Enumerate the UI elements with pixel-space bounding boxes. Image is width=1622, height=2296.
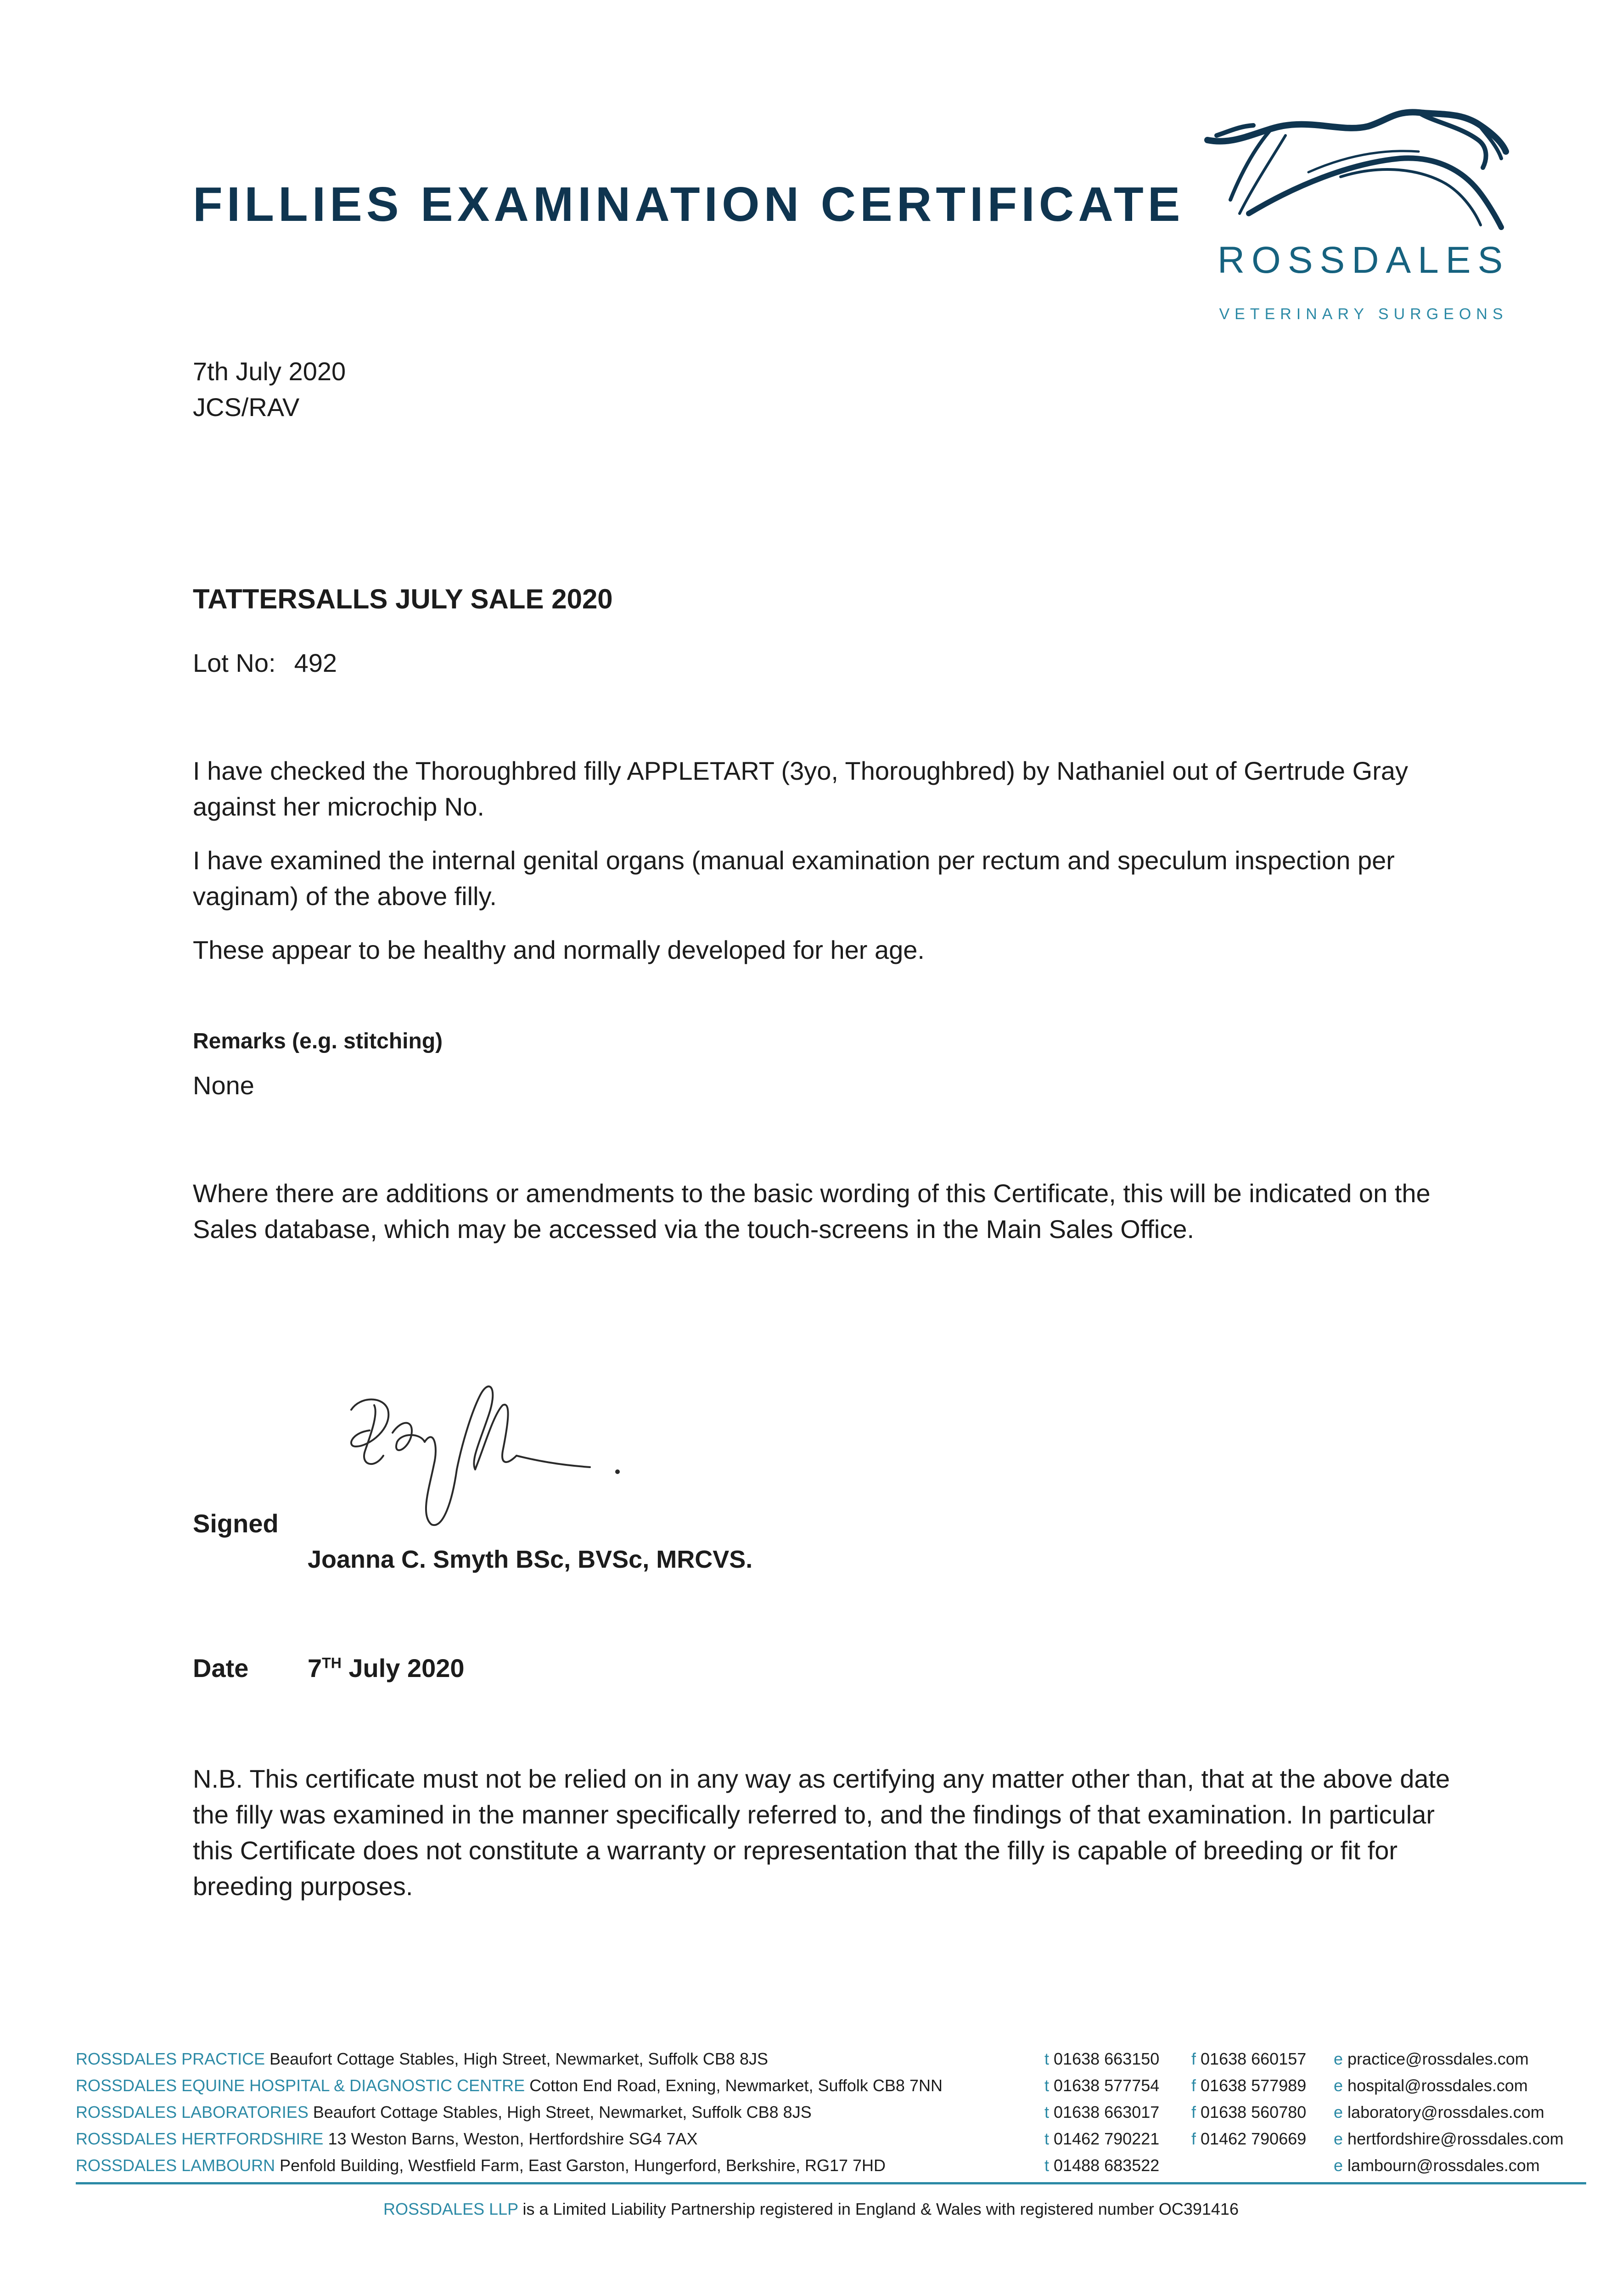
footer-row-name: ROSSDALES EQUINE HOSPITAL & DIAGNOSTIC CENTRE — [76, 2076, 525, 2095]
phone-prefix: t — [1044, 2076, 1050, 2095]
date-label: Date — [193, 1654, 249, 1683]
phone-prefix: t — [1044, 2049, 1050, 2068]
sale-title: TATTERSALLS JULY SALE 2020 — [193, 584, 613, 614]
phone-prefix: t — [1044, 2129, 1050, 2148]
footer-row — [76, 2072, 1586, 2099]
fax-prefix: f — [1191, 2049, 1196, 2068]
email-prefix: e — [1334, 2103, 1343, 2122]
lot-value: 492 — [294, 648, 337, 677]
footer-row-name: ROSSDALES LABORATORIES — [76, 2103, 309, 2122]
remarks-value: None — [193, 1071, 254, 1100]
footer-row-address: Beaufort Cottage Stables, High Street, Newmarket, Suffolk CB8 8JS — [308, 2103, 812, 2122]
footer-row-phone: 01638 663150 — [1054, 2049, 1160, 2068]
lot-number — [193, 645, 337, 681]
footer-row — [76, 2099, 1586, 2126]
certificate-date: 7th July 2020 — [193, 357, 346, 386]
footer-row-email: hertfordshire@rossdales.com — [1347, 2129, 1564, 2148]
paragraph-findings: These appear to be healthy and normally developed for her age. — [193, 935, 925, 964]
amendments-note: Where there are additions or amendments to the basic wording of this Certificate, this will be indicated on the Sales database, which may be accessed via the touch-screens in the Main Sales Office. — [193, 1179, 1431, 1244]
disclaimer-note: N.B. This certificate must not be relied on in any way as certifying any matter other than, that at the above date the filly was examined in the manner specifically referred to, and the findings of that examination. In particular this Certificate does not constitute a warranty or representation that the filly is capable of breeding or fit for breeding purposes. — [193, 1764, 1450, 1901]
phone-prefix: t — [1044, 2103, 1050, 2122]
footer-row-phone: 01638 663017 — [1054, 2103, 1160, 2122]
footer-row-name: ROSSDALES LAMBOURN — [76, 2156, 275, 2175]
signed-date — [308, 1653, 465, 1683]
llp-name: ROSSDALES LLP — [383, 2200, 518, 2218]
fax-prefix: f — [1191, 2076, 1196, 2095]
paragraph-examination: I have examined the internal genital organs (manual examination per rectum and speculum inspection per vaginam) of the above filly. — [193, 846, 1395, 911]
email-prefix: e — [1334, 2156, 1343, 2175]
handwritten-signature — [342, 1378, 627, 1534]
email-prefix: e — [1334, 2129, 1343, 2148]
footer-row-email: lambourn@rossdales.com — [1347, 2156, 1540, 2175]
footer-row-address: 13 Weston Barns, Weston, Hertfordshire SG4 7AX — [323, 2129, 698, 2148]
brand-subtitle: VETERINARY SURGEONS — [1219, 305, 1508, 323]
footer-row-fax: 01638 660157 — [1201, 2049, 1307, 2068]
paragraph-identification: I have checked the Thoroughbred filly APPLETART (3yo, Thoroughbred) by Nathaniel out of Gertrude Gray against her microchip No. — [193, 756, 1408, 821]
footer-row-email: hospital@rossdales.com — [1347, 2076, 1528, 2095]
footer-row-fax: 01462 790669 — [1201, 2129, 1307, 2148]
footer-row-fax: 01638 560780 — [1201, 2103, 1307, 2122]
footer-row — [76, 2126, 1586, 2152]
remarks-label: Remarks (e.g. stitching) — [193, 1029, 443, 1053]
footer-row — [76, 2152, 1586, 2179]
footer-row-address: Beaufort Cottage Stables, High Street, Newmarket, Suffolk CB8 8JS — [265, 2049, 768, 2068]
footer-contacts — [76, 2046, 1586, 2179]
date-suffix: TH — [322, 1654, 342, 1671]
signed-label: Signed — [193, 1509, 279, 1538]
brand-name: ROSSDALES — [1217, 239, 1510, 281]
footer-row-phone: 01462 790221 — [1054, 2129, 1160, 2148]
email-prefix: e — [1334, 2076, 1343, 2095]
llp-text: is a Limited Liability Partnership registered in England & Wales with registered number OC391416 — [518, 2200, 1239, 2218]
reference-code: JCS/RAV — [193, 393, 300, 422]
footer-row — [76, 2046, 1586, 2072]
fax-prefix: f — [1191, 2103, 1196, 2122]
footer-row-phone: 01638 577754 — [1054, 2076, 1160, 2095]
footer-row-address: Penfold Building, Westfield Farm, East Garston, Hungerford, Berkshire, RG17 7HD — [275, 2156, 886, 2175]
llp-registration — [0, 2200, 1622, 2219]
vet-name: Joanna C. Smyth BSc, BVSc, MRCVS. — [308, 1546, 753, 1573]
horse-icon — [1203, 108, 1524, 236]
footer-divider — [76, 2182, 1586, 2184]
phone-prefix: t — [1044, 2156, 1050, 2175]
footer-row-phone: 01488 683522 — [1054, 2156, 1160, 2175]
fax-prefix: f — [1191, 2129, 1196, 2148]
footer-row-address: Cotton End Road, Exning, Newmarket, Suffolk CB8 7NN — [525, 2076, 943, 2095]
date-day: 7 — [308, 1654, 322, 1683]
email-prefix: e — [1334, 2049, 1343, 2068]
footer-row-name: ROSSDALES HERTFORDSHIRE — [76, 2129, 324, 2148]
date-rest: July 2020 — [341, 1654, 465, 1683]
footer-row-name: ROSSDALES PRACTICE — [76, 2049, 265, 2068]
footer-row-email: practice@rossdales.com — [1347, 2049, 1529, 2068]
rossdales-logo — [1203, 108, 1524, 338]
footer-row-fax: 01638 577989 — [1201, 2076, 1307, 2095]
lot-label: Lot No: — [193, 648, 276, 677]
certificate-title: FILLIES EXAMINATION CERTIFICATE — [193, 177, 1184, 231]
footer-row-email: laboratory@rossdales.com — [1347, 2103, 1544, 2122]
